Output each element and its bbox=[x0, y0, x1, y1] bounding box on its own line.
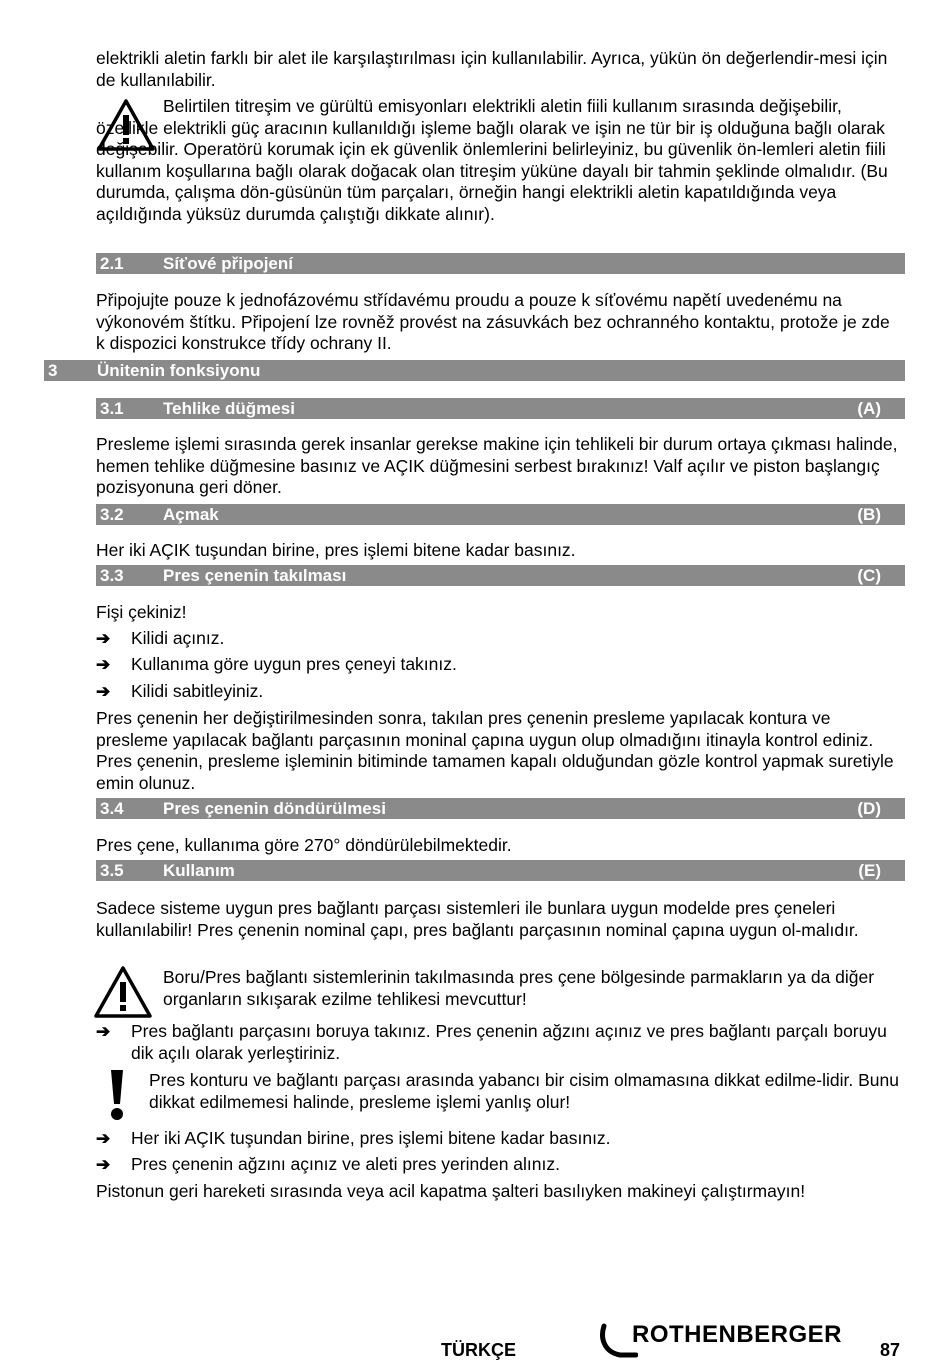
section-title: Ünitenin fonksiyonu bbox=[97, 361, 261, 380]
section-2-1-text: Připojujte pouze k jednofázovému střídavému proudu a pouze k síťovému napětí uvedenému na výkonovém štítku. Připojení lze rovněž provést na zásuvkách bez ochranného kontaktu, protože je zde k dispozici konstrukce třídy ochrany II. bbox=[96, 290, 890, 353]
list-item: Kilidi sabitleyiniz. bbox=[131, 681, 264, 701]
list-item: Kilidi açınız. bbox=[131, 628, 225, 648]
final-instruction: Pistonun geri hareketi sırasında veya acil kapatma şalteri basılıyken makineyi çalıştırmayın! bbox=[96, 1181, 806, 1201]
arrow-right-icon: ➔ bbox=[96, 682, 111, 701]
section-header-3-2 bbox=[96, 504, 905, 525]
arrow-right-icon: ➔ bbox=[96, 1022, 111, 1041]
note-text: Pres konturu ve bağlantı parçası arasında yabancı bir cisim olmamasına dikkat edilme-lidir. Bunu dikkat edilmemesi halinde, presleme işlemi yanlış olur! bbox=[149, 1070, 899, 1112]
section-header-3-3 bbox=[96, 565, 905, 586]
page-number: 87 bbox=[880, 1340, 901, 1360]
section-3-3-intro: Fişi çekiniz! bbox=[96, 602, 187, 622]
figure-reference: (E) bbox=[858, 861, 881, 880]
brand-logo bbox=[598, 1322, 853, 1358]
section-3-5-text: Sadece sisteme uygun pres bağlantı parçası sistemleri ile bunlara uygun modelde pres çeneleri kullanılabilir! Pres çenenin nominal çapı, pres bağlantı parçasının nominal çapına uygun ol-malıdır. bbox=[96, 898, 859, 940]
section-number: 3.2 bbox=[100, 505, 124, 524]
list-item: Pres bağlantı parçasını boruya takınız. Pres çenenin ağzını açınız ve pres bağlantı parçalı boruyu dik açılı olarak yerleştiriniz. bbox=[131, 1021, 887, 1063]
crush-warning-text: Boru/Pres bağlantı sistemlerinin takılmasında pres çene bölgesinde parmakların ya da diğer organların sıkışarak ezilme tehlikesi mevcuttur! bbox=[163, 967, 875, 1009]
section-header-3 bbox=[44, 360, 905, 381]
section-title: Açmak bbox=[163, 505, 219, 524]
arrow-right-icon: ➔ bbox=[96, 1129, 111, 1148]
section-title: Tehlike düğmesi bbox=[163, 399, 295, 418]
section-title: Kullanım bbox=[163, 861, 235, 880]
arrow-right-icon: ➔ bbox=[96, 629, 111, 648]
figure-reference: (B) bbox=[857, 505, 881, 524]
list-item: Pres çenenin ağzını açınız ve aleti pres yerinden alınız. bbox=[131, 1154, 560, 1174]
brand-name: ROTHENBERGER bbox=[632, 1321, 843, 1348]
section-title: Síťové připojení bbox=[163, 254, 293, 273]
intro-paragraph: elektrikli aletin farklı bir alet ile karşılaştırılması için kullanılabilir. Ayrıca, yükün ön değerlendir-mesi için de kullanılabilir. bbox=[96, 48, 888, 90]
exclamation-icon bbox=[106, 1068, 128, 1122]
section-header-3-5 bbox=[96, 860, 905, 881]
section-3-4-text: Pres çene, kullanıma göre 270° döndürülebilmektedir. bbox=[96, 835, 512, 855]
list-item: Kullanıma göre uygun pres çeneyi takınız. bbox=[131, 654, 457, 674]
section-header-3-4 bbox=[96, 798, 905, 819]
section-number: 3.3 bbox=[100, 566, 124, 585]
figure-reference: (C) bbox=[857, 566, 881, 585]
section-number: 3 bbox=[48, 361, 58, 380]
section-3-3-text: Pres çenenin her değiştirilmesinden sonra, takılan pres çenenin presleme yapılacak kontura ve presleme yapılacak bağlantı parçasının moninal çapına uygun olup olmadığını itinayla kontrol ediniz. Pres çenenin, presleme işleminin bitiminde tamamen kapalı olduğundan gözle kontrol yapmak suretiyle emin olunuz. bbox=[96, 708, 894, 793]
section-number: 3.4 bbox=[100, 799, 124, 818]
arrow-right-icon: ➔ bbox=[96, 1155, 111, 1174]
section-title: Pres çenenin döndürülmesi bbox=[163, 799, 386, 818]
section-number: 2.1 bbox=[100, 254, 124, 273]
figure-reference: (D) bbox=[857, 799, 881, 818]
section-3-2-text: Her iki AÇIK tuşundan birine, pres işlemi bitene kadar basınız. bbox=[96, 540, 576, 560]
figure-reference: (A) bbox=[857, 399, 881, 418]
section-header-2-1 bbox=[96, 253, 905, 274]
arrow-right-icon: ➔ bbox=[96, 655, 111, 674]
section-number: 3.5 bbox=[100, 861, 124, 880]
section-3-1-text: Presleme işlemi sırasında gerek insanlar gerekse makine için tehlikeli bir durum ortaya çıkması halinde, hemen tehlike düğmesine basınız ve AÇIK düğmesini serbest bırakınız! Valf açılır ve piston başlangıç pozisyonuna geri döner. bbox=[96, 434, 898, 497]
section-header-3-1 bbox=[96, 398, 905, 419]
section-number: 3.1 bbox=[100, 399, 124, 418]
list-item: Her iki AÇIK tuşundan birine, pres işlemi bitene kadar basınız. bbox=[131, 1128, 611, 1148]
section-title: Pres çenenin takılması bbox=[163, 566, 347, 585]
vibration-warning-text: Belirtilen titreşim ve gürültü emisyonları elektrikli aletin fiili kullanım sırasında değişebilir, özellikle elektrikli güç aracının kullanıldığı işleme bağlı olarak ve işin ne tür bir iş olduğuna bağlı olarak değişebilir. Operatörü korumak için ek güvenlik önlemlerini belirleyiniz, bu güvenlik ön-lemleri aletin fiili kullanım koşullarına bağlı olarak doğacak olan titreşim yüküne dayalı bir tahmin şeklinde olmalıdır. (Bu durumda, çalışma dön-güsünün tüm parçaları, örneğin hangi elektrikli aletin kapatıldığında veya açıldığında yüksüz durumda çalıştığı dikkate alınır). bbox=[96, 96, 888, 224]
warning-triangle-icon bbox=[93, 965, 153, 1019]
footer-language: TÜRKÇE bbox=[441, 1340, 516, 1360]
